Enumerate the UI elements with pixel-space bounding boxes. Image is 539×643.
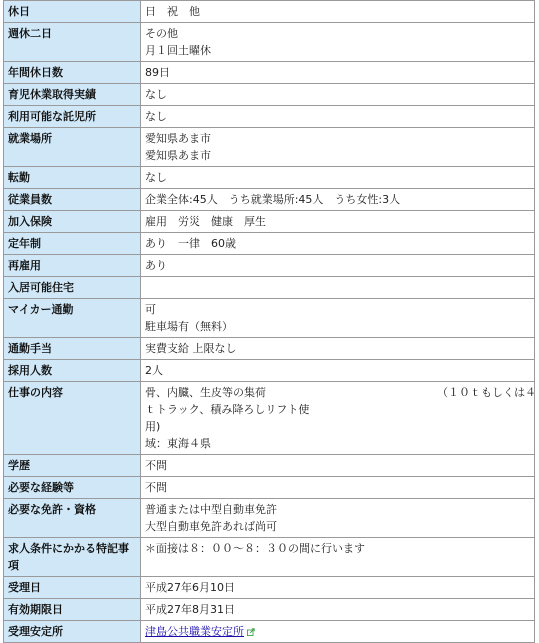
table-row	[4, 23, 535, 62]
table-row	[4, 167, 535, 189]
value-line: 89日	[145, 66, 170, 79]
row-label: 有効期限日	[4, 599, 141, 621]
row-value	[141, 477, 535, 499]
row-value	[141, 62, 535, 84]
value-line: 愛知県あま市	[145, 149, 211, 162]
table-row	[4, 299, 535, 338]
value-line: なし	[145, 88, 167, 101]
row-value	[141, 106, 535, 128]
row-label: 仕事の内容	[4, 382, 141, 455]
table-row	[4, 189, 535, 211]
row-label: 受理安定所	[4, 621, 141, 643]
value-line: 不問	[145, 459, 167, 472]
table-row	[4, 62, 535, 84]
row-value	[141, 299, 535, 338]
table-row	[4, 211, 535, 233]
value-line: 愛知県あま市	[145, 132, 211, 145]
value-line: 月１回土曜休	[145, 44, 211, 57]
value-line: 2人	[145, 364, 163, 377]
table-row	[4, 277, 535, 299]
value-line: なし	[145, 110, 167, 123]
row-label: 再雇用	[4, 255, 141, 277]
row-value	[141, 233, 535, 255]
value-line: なし	[145, 171, 167, 184]
row-label: 週休二日	[4, 23, 141, 62]
table-row	[4, 233, 535, 255]
row-label: 利用可能な託児所	[4, 106, 141, 128]
office-value	[141, 621, 535, 643]
row-value	[141, 23, 535, 62]
value-line: 雇用 労災 健康 厚生	[145, 215, 266, 228]
row-label: 通勤手当	[4, 338, 141, 360]
value-line: 普通または中型自動車免許	[145, 503, 277, 516]
table-row	[4, 106, 535, 128]
row-label: 求人条件にかかる特記事項	[4, 538, 141, 577]
row-label: 育児休業取得実績	[4, 84, 141, 106]
value-line: 不問	[145, 481, 167, 494]
job-content-line: 用)	[145, 420, 161, 433]
table-row	[4, 577, 535, 599]
job-details-table	[3, 0, 535, 643]
value-line: あり 一律 60歳	[145, 237, 236, 250]
row-value	[141, 538, 535, 577]
value-line: 平成27年6月10日	[145, 581, 235, 594]
job-content-value	[141, 382, 535, 455]
value-line: あり	[145, 259, 167, 272]
row-label: マイカー通勤	[4, 299, 141, 338]
table-row	[4, 599, 535, 621]
row-value	[141, 128, 535, 167]
row-value	[141, 277, 535, 299]
table-row	[4, 1, 535, 23]
value-line: 実費支給 上限なし	[145, 342, 237, 355]
table-row-office	[4, 621, 535, 643]
row-label: 採用人数	[4, 360, 141, 382]
value-line: 平成27年8月31日	[145, 603, 235, 616]
value-line: ＊面接は８：００～８：３０の間に行います	[145, 542, 365, 555]
job-content-line: ｔトラック、積み降ろしリフト使	[145, 403, 310, 416]
row-label: 必要な経験等	[4, 477, 141, 499]
table-row	[4, 477, 535, 499]
value-line: 大型自動車免許あれば尚可	[145, 520, 277, 533]
row-value	[141, 499, 535, 538]
row-value	[141, 167, 535, 189]
row-value	[141, 189, 535, 211]
value-line: 駐車場有（無料）	[145, 320, 233, 333]
row-value	[141, 455, 535, 477]
job-content-note: （１０ｔもしくは４	[437, 386, 536, 399]
table-row-job-content	[4, 382, 535, 455]
value-line: 可	[145, 303, 156, 316]
row-value	[141, 84, 535, 106]
table-row	[4, 338, 535, 360]
table-row	[4, 499, 535, 538]
row-value	[141, 338, 535, 360]
table-row	[4, 255, 535, 277]
value-line	[145, 279, 530, 296]
job-content-line: 域：東海４県	[145, 437, 211, 450]
row-label: 加入保険	[4, 211, 141, 233]
row-label: 転勤	[4, 167, 141, 189]
row-label: 就業場所	[4, 128, 141, 167]
table-row	[4, 128, 535, 167]
table-row	[4, 84, 535, 106]
row-label: 年間休日数	[4, 62, 141, 84]
value-line: その他	[145, 27, 178, 40]
external-link-icon	[247, 628, 255, 636]
row-value	[141, 211, 535, 233]
row-label: 受理日	[4, 577, 141, 599]
job-content-line: 骨、内臓、生皮等の集荷	[145, 386, 266, 399]
value-line: 日 祝 他	[145, 5, 200, 18]
office-link[interactable]: 津島公共職業安定所	[145, 625, 244, 638]
row-value	[141, 255, 535, 277]
table-row	[4, 455, 535, 477]
row-label: 入居可能住宅	[4, 277, 141, 299]
row-label: 定年制	[4, 233, 141, 255]
table-row	[4, 538, 535, 577]
row-value	[141, 1, 535, 23]
table-row	[4, 360, 535, 382]
row-value	[141, 599, 535, 621]
row-label: 学歴	[4, 455, 141, 477]
value-line: 企業全体:45人 うち就業場所:45人 うち女性:3人	[145, 193, 401, 206]
row-value	[141, 360, 535, 382]
row-label: 休日	[4, 1, 141, 23]
row-value	[141, 577, 535, 599]
row-label: 必要な免許・資格	[4, 499, 141, 538]
row-label: 従業員数	[4, 189, 141, 211]
